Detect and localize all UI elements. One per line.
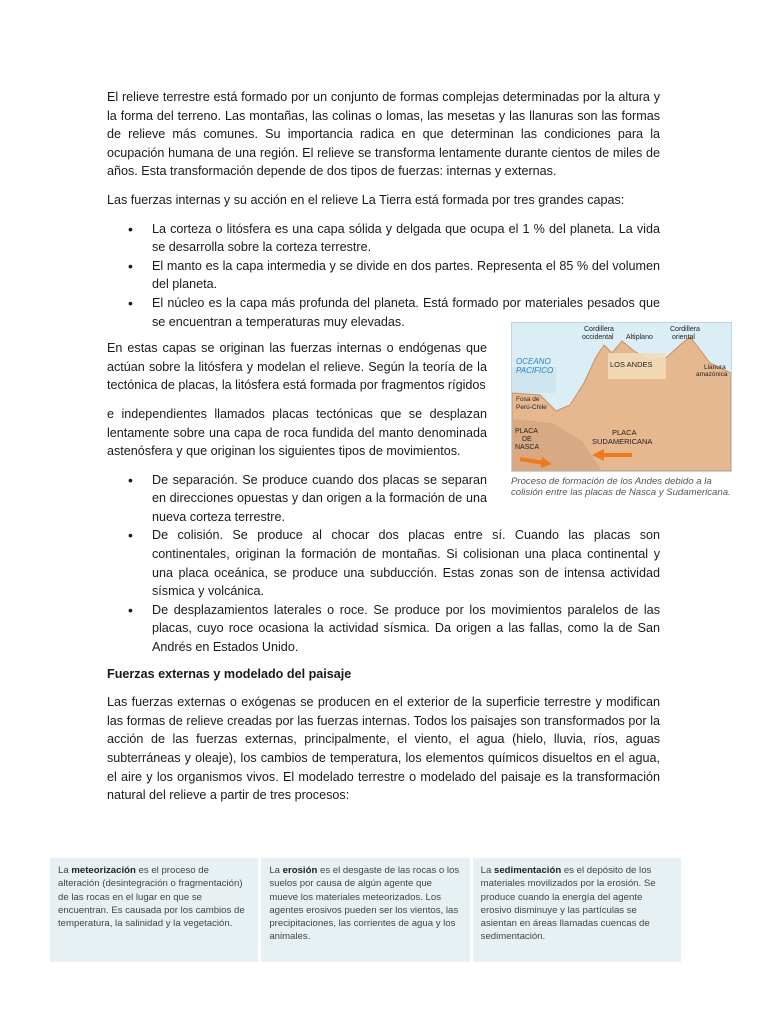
earth-layers-list xyxy=(107,220,660,332)
processes-boxes xyxy=(50,858,681,962)
list-item: • La corteza o litósfera es una capa sólida y delgada que ocupa el 1 % del planeta. La vida se desarrolla sobre la corteza terrestre. xyxy=(107,220,660,257)
box-prefix: La xyxy=(480,865,494,876)
label-oceano-2: PACIFICO xyxy=(516,366,554,375)
box-text: es el depósito de los materiales movilizados por la erosión. Se produce cuando la energía del agente erosivo disminuye y las partículas se asientan en áreas llamadas cuencas de sedimentación. xyxy=(480,865,656,943)
label-oceano-1: OCEANO xyxy=(516,357,551,366)
box-sedimentacion xyxy=(473,858,681,962)
label-placa-nasca-3: NASCA xyxy=(515,444,540,451)
paragraph-layers: En estas capas se originan las fuerzas internas o endógenas que actúan sobre la litósfera y modelan el relieve. Según la teoría de la tectónica de placas, la litósfera está formada por fragmentos rígidos xyxy=(107,341,487,393)
paragraph-external-forces: Las fuerzas externas o exógenas se producen en el exterior de la superficie terrestre y modifican las formas de relieve creadas por las fuerzas internas. Todos los paisajes son transformados por la acción de las fuerzas externas, principalmente, el viento, el agua (hielo, lluvia, ríos, aguas subterráneas y oleaje), los cambios de temperatura, los elementos químicos disueltos en el agua, el aire y los organismos vivos. El modelado terrestre o modelado del paisaje es la transformación natural del relieve a partir de tres procesos: xyxy=(107,695,660,803)
label-cordillera-oriental-1: Cordillera xyxy=(670,326,700,333)
paragraph-intro: El relieve terrestre está formado por un conjunto de formas complejas determinadas por la altura y la forma del terreno. Las montañas, las colinas o lomas, las mesetas y las llanuras son las formas de relieve más comunes. Su importancia radica en que determinan las condiciones para la ocupación humana de una región. El relieve se transforma lentamente durante cientos de miles de años. Esta transformación depende de dos tipos de fuerzas: internas y externas. xyxy=(107,90,660,179)
label-llanura-1: Llanura xyxy=(704,364,726,371)
box-term: erosión xyxy=(282,865,318,876)
heading-external-forces: Fuerzas externas y modelado del paisaje xyxy=(107,666,352,681)
label-placa-sud-1: PLACA xyxy=(612,428,637,437)
paragraph-internal-forces: Las fuerzas internas y su acción en el relieve La Tierra está formada por tres grandes capas: xyxy=(107,192,625,207)
label-fosa-2: Perú-Chile xyxy=(516,404,547,411)
figure-caption: Proceso de formación de los Andes debido a la colisión entre las placas de Nasca y Sudamericana. xyxy=(511,476,731,498)
label-cordillera-occidental-1: Cordillera xyxy=(584,326,614,333)
list-item-text: El núcleo es la capa más profunda del planeta. Está formado por materiales pesados que se encuentran a temperaturas muy elevadas. xyxy=(152,295,660,329)
label-placa-nasca-2: DE xyxy=(522,436,532,443)
andes-diagram xyxy=(511,322,732,472)
box-term: meteorización xyxy=(71,865,136,876)
list-item: • El manto es la capa intermedia y se divide en dos partes. Representa el 85 % del volumen del planeta. xyxy=(107,257,660,294)
label-cordillera-oriental-2: oriental xyxy=(672,334,695,341)
box-term: sedimentación xyxy=(494,865,562,876)
paragraph-plates: e independientes llamados placas tectónicas que se desplazan lentamente sobre una capa de roca fundida del manto denominada astenósfera y que originan los siguientes tipos de movimientos. xyxy=(107,406,487,459)
box-prefix: La xyxy=(269,865,283,876)
label-placa-nasca-1: PLACA xyxy=(515,428,538,435)
box-text: es el desgaste de las rocas o los suelos por causa de algún agente que mueve los materiales meteorizados. Los agentes erosivos pueden ser los vientos, las precipitaciones, las corrientes de agua y los animales. xyxy=(269,865,460,943)
list-item: • De colisión. Se produce al chocar dos placas entre sí. Cuando las placas son continentales, originan la formación de montañas. Si colisionan una placa continental y una placa oceánica, se produce una subducción. Estas zonas son de intensa actividad sísmica y volcánica. xyxy=(107,526,660,600)
andes-figure xyxy=(511,322,730,498)
box-erosion xyxy=(261,858,469,962)
list-item: • De separación. Se produce cuando dos placas se separan en direcciones opuestas y dan origen a la formación de una nueva corteza terrestre. xyxy=(107,471,487,527)
label-altiplano: Altiplano xyxy=(626,334,653,341)
movements-list xyxy=(107,471,660,657)
box-prefix: La xyxy=(58,865,72,876)
box-text: es el proceso de alteración (desintegración o fragmentación) de las rocas en el lugar en que se encuentran. Es causada por los cambios de temperatura, la salinidad y la vegetación. xyxy=(58,865,245,930)
label-fosa-1: Fosa de xyxy=(516,396,540,403)
list-item: • De desplazamientos laterales o roce. Se produce por los movimientos paralelos de las placas, cuyo roce ocasiona la actividad sísmica. Da origen a las fallas, como la de San Andrés en Estados Unido. xyxy=(107,601,660,657)
label-los-andes: LOS ANDES xyxy=(610,360,653,369)
label-llanura-2: amazónica xyxy=(696,371,728,378)
label-cordillera-occidental-2: occidental xyxy=(582,334,614,341)
label-placa-sud-2: SUDAMERICANA xyxy=(592,437,653,446)
box-meteorizacion xyxy=(50,858,258,962)
